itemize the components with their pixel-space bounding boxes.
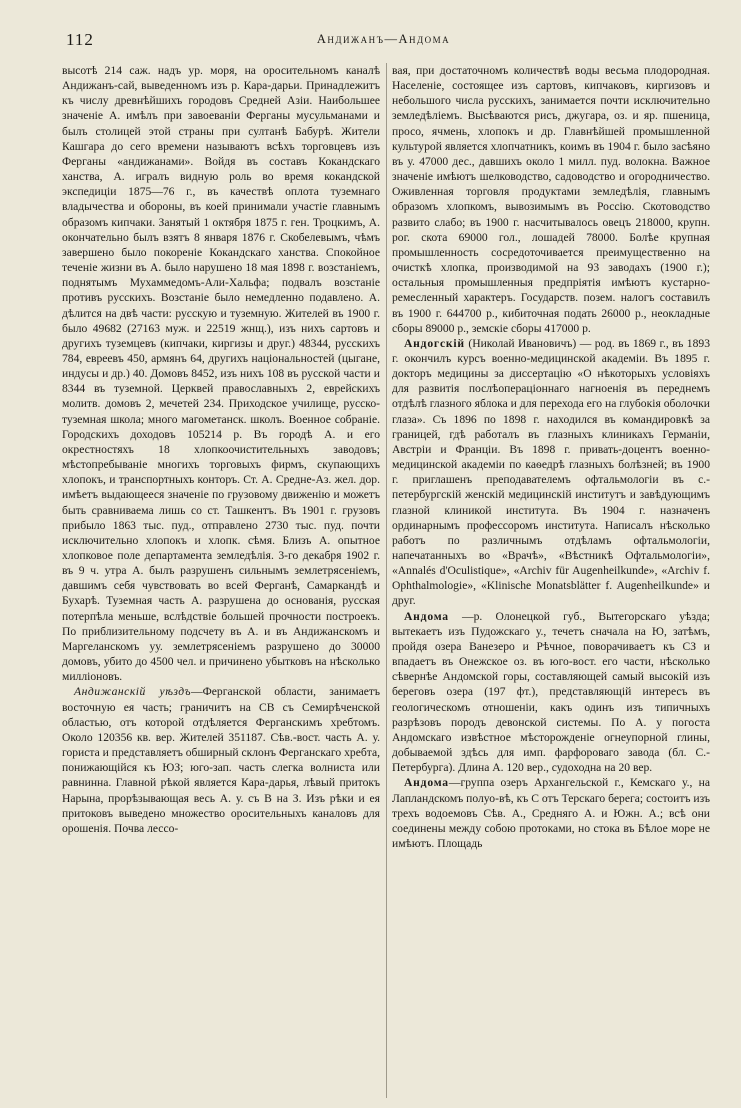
- article-andoma-river-text: —р. Олонецкой губ., Вытегорскаго уѣзда; вытекаетъ изъ Пудожскаго у., течетъ сначала на Ю, затѣмъ, пройдя озера Ванезеро и Рѣчное, поворачиваетъ къ СЗ и впадаетъ въ Онежское оз. въ юго-вост. его части, нѣсколько сѣвернѣе Андомской горы, составляющей самый высокій изъ береговъ озера (197 фт.), представляющій интересъ въ геологическомъ отношеніи, какъ одинъ изъ типичныхъ разрѣзовъ породъ девонской системы. По А. у погоста Андомскаго извѣстное мѣсторожденіе огнеупорной глины, добываемой здѣсь для имп. фарфороваго завода (бл. С.-Петербурга). Длина А. 120 вер., судоходна на 20 вер.: [392, 609, 710, 775]
- article-andoma-lakes: [392, 775, 710, 851]
- article-andoma-river: [392, 609, 710, 776]
- article-andogsky-text: (Николай Ивановичъ) — род. въ 1869 г., въ 1893 г. окончилъ курсъ военно-медицинской академіи. Въ 1895 г. докторъ медицины за диссертацію «О нѣкоторыхъ условіяхъ для развитія послѣопераціоннаго нагноенія въ переднемъ отдѣлѣ глазного яблока и для перехода его на глубокія оболочки глаза». Съ 1896 по 1898 г. находился въ командировкѣ за границей, гдѣ работалъ въ глазныхъ клиникахъ Германіи, Австріи и Франціи. Въ 1898 г. привать-доцентъ военно-медицинской академіи по каѳедрѣ глазныхъ болѣзней; въ 1900 г. приглашенъ преподавателемъ офтальмологіи въ с.-петербургскій женскій медицинскій институтъ и завѣдующимъ глазной клиникой института. Въ 1904 г. назначенъ ординарнымъ профессоромъ института. Написалъ нѣсколько работъ по различнымъ отдѣламъ офтальмологіи, напечатанныхъ во «Врачѣ», «Вѣстникѣ Офтальмологіи», «Annalés d'Oculistique», «Archiv für Augenheilkunde», «Archiv f. Ophthalmologie», «Klinische Monatsblätter f. Augenheilkunde» и друг.: [392, 336, 710, 608]
- article-andijan-uezd-text: —Ферганской области, занимаетъ восточную ея часть; граничитъ на СВ съ Семирѣченской областью, отъ которой отдѣляется Ферганскимъ хребтомъ. Около 120356 кв. вер. Жителей 351187. Сѣв.-вост. часть А. у. гориста и представляетъ обширный склонъ Ферганскаго хребта, понижающійся къ ЮЗ; юго-зап. часть слегка волниста или равнинна. Главной рѣкой является Кара-дарья, лѣвый притокъ Нарына, прорѣзывающая весь А. у. съ В на З. Изъ рѣки и ея притоковъ выведено множество оросительныхъ каналовъ для орошенія. Почва лессо-: [62, 685, 380, 835]
- article-andijan-uezd: [62, 684, 380, 836]
- page-number: 112: [66, 30, 94, 49]
- headword-andoma-river: Андома: [404, 609, 449, 623]
- headword-andogsky: Андогскій: [404, 336, 465, 350]
- article-andijan-uezd-continued: вая, при достаточномъ количествѣ воды весьма плодородная. Населеніе, состоящее изъ сартовъ, кипчаковъ, киргизовъ и небольшого числа русскихъ, занимается почти исключительно земледѣліемъ. Высѣваются рисъ, джугара, оз. и яр. пшеница, просо, ячмень, хлопокъ и др. Главнѣйшей промышленной культурой является хлопчатникъ, коимъ въ 1904 г. было засѣяно въ у. 47000 дес., давшихъ около 1 милл. пуд. волокна. Важное значеніе имѣютъ шелководство, садоводство и огородничество. Оживленная торговля продуктами земледѣлія, главнымъ образомъ хлопкомъ, вывозимымъ въ Россію. Скотоводство развито слабо; въ 1900 г. насчитывалось овецъ 218000, крупн. рог. скота 69000 гол., лошадей 78000. Болѣе крупная промышленность сосредоточивается преимущественно на очисткѣ хлопка, производимой на 93 заводахъ (1900 г.); остальныя промышленныя предпріятія имѣютъ кустарно-ремесленный характеръ. Государств. позем. налогъ составилъ въ 1900 г. 644700 р., кибиточная подать 26000 р., неокладные сборы 89000 р., земскіе сборы 417000 р.: [392, 64, 710, 335]
- headword-andoma-lakes: Андома: [404, 776, 449, 790]
- headword-andijan-uezd: Андижанскій уѣздъ: [74, 685, 192, 699]
- right-column: [392, 63, 710, 1098]
- left-column: [62, 63, 380, 1098]
- column-divider: [386, 63, 387, 1098]
- page-header: [66, 30, 701, 54]
- article-andoma-lakes-text: —группа озеръ Архангельской г., Кемскаго у., на Лапландскомъ полуо-вѣ, къ С отъ Терскаго берега; состоитъ изъ трехъ водоемовъ Сѣв. А., Средняго А. и Южн. А.; всѣ они соединены между собою протоками, но стока въ Бѣлое море не имѣютъ. Площадь: [392, 776, 710, 850]
- article-andogsky: [392, 336, 710, 609]
- article-andijan-continued: высотѣ 214 саж. надъ ур. моря, на оросительномъ каналѣ Андижанъ-сай, выведенномъ изъ р. Кара-дарьи. Принадлежитъ къ числу древнѣйшихъ городовъ Средней Азіи. Наибольшее значеніе А. имѣлъ при завоеваніи Ферганы мусульманами и былъ столицей этой страны при султанѣ Бабурѣ. Жители Кашгара до сего времени называютъ всѣхъ торговцевъ изъ Ферганы «андижанами». Войдя въ составъ Кокандскаго ханства, А. игралъ видную роль во время кокандской экспедиціи 1875—76 г., въ качествѣ оплота туземнаго владычества и обороны, въ коей принимали участіе главнымъ образомъ кипчаки. Занятый 1 октября 1875 г. ген. Троцкимъ, А. окончательно былъ взятъ 8 января 1876 г. Скобелевымъ, чѣмъ завершено было покореніе Кокандскаго ханства. Спокойное теченіе жизни въ А. было нарушено 18 мая 1898 г. возстаніемъ, поднятымъ Мухаммедомъ-Али-Хальфа; подвалъ возстаніе противъ русскихъ. Возстаніе было немедленно подавлено. А. дѣлится на двѣ части: русскую и туземную. Жителей въ 1900 г. было 49682 (27163 муж. и 22519 жнщ.), изъ нихъ сартовъ и другихъ туземцевъ (кипчаки, киргизы и друг.) 48344, русскихъ 784, евреевъ 450, армянъ 64, другихъ національностей (цыгане, индусы и др.) 40. Домовъ 8452, изъ нихъ 108 въ русской части и 8344 въ туземной. Церквей православныхъ 2, еврейскихъ молитв. домовъ 2, мечетей 234. Приходское училище, русско-туземная школа; много магометанск. школъ. Военное собраніе. Городскихъ доходовъ 105214 р. Въ городѣ А. и его окрестностяхъ 18 хлопкоочистительныхъ заводовъ; мѣстопребываніе многихъ торговыхъ фирмъ, скупающихъ хлопокъ, и транспортныхъ конторъ. Ст. А. Средне-Аз. жел. дор. имѣетъ выдающееся значеніе по грузовому движенію и можетъ быть сравниваема лишь со ст. Ташкентъ. Въ 1901 г. грузовъ прибыло 1863 тыс. пуд., отправлено 2730 тыс. пуд. почти исключительно хлопокъ и хлопк. сѣмя. Близъ А. опытное хлопковое поле департамента земледѣлія. 3-го декабря 1902 г. въ 9 ч. утра А. былъ разрушенъ сильнымъ землетрясеніемъ, давшимъ себя чувствовать во всей Ферганѣ, Самаркандѣ и Бухарѣ. Туземная часть А. разрушена до основанія, русская потерпѣла меньше, вслѣдствіе большей прочности построекъ. По приблизительному подсчету въ А. и въ Андижанскомъ и Маргеланскомъ уу. землетрясеніемъ разрушено до 30000 домовъ, убито до 4500 чел. и причинено убытковъ на нѣсколько милліоновъ.: [62, 64, 380, 684]
- running-head: Андижанъ—Андома: [316, 32, 451, 46]
